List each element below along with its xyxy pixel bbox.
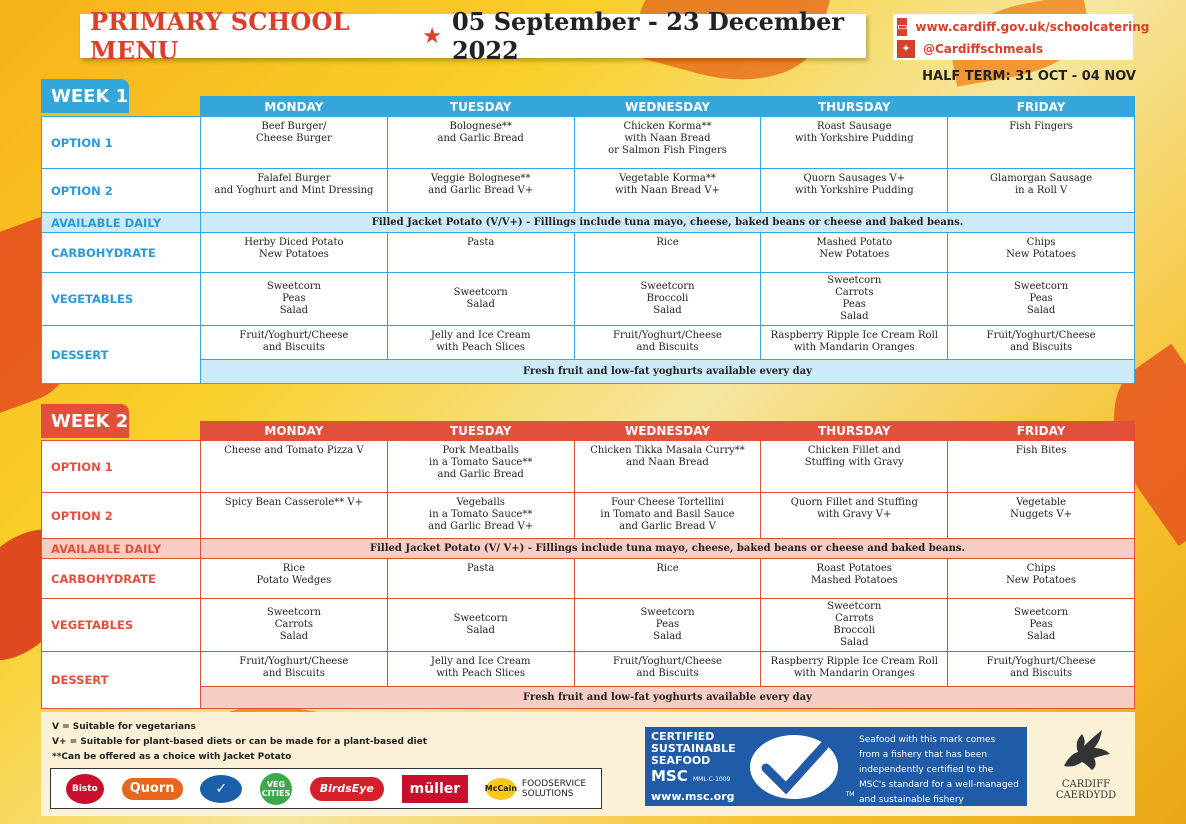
menu-cell: Pork Meatballs in a Tomato Sauce** and Garlic Bread (387, 441, 574, 493)
day-header: WEDNESDAY (574, 97, 761, 117)
msc-line: SEAFOOD (651, 754, 711, 767)
star-icon: ★ (422, 23, 442, 49)
menu-cell: Roast Potatoes Mashed Potatoes (761, 559, 948, 599)
row-label: OPTION 1 (42, 441, 201, 493)
msc-description: Seafood with this mark comes from a fishery that has been independently certified to the MSC's standard for a well-managed and sustainable fishery (859, 735, 1019, 805)
menu-cell: Sweetcorn Peas Salad (574, 599, 761, 652)
menu-cell: Four Cheese Tortellini in Tomato and Basil Sauce and Garlic Bread V (574, 493, 761, 539)
msc-tick-fish-icon (745, 727, 855, 806)
msc-line (651, 767, 739, 789)
row-label: OPTION 1 (42, 117, 201, 169)
dragon-icon (1056, 724, 1116, 774)
muller-logo: müller (402, 775, 469, 803)
veg-cities-logo: VEG CITIES (260, 773, 292, 805)
available-daily-text: Filled Jacket Potato (V/V+) - Fillings include tuna mayo, cheese, baked beans or cheese and baked beans. (201, 213, 1135, 233)
available-daily-row (42, 539, 1135, 559)
row-label: OPTION 2 (42, 169, 201, 213)
day-header: TUESDAY (387, 422, 574, 441)
day-header: THURSDAY (761, 97, 948, 117)
bisto-logo: Bisto (66, 774, 104, 804)
available-daily-row (42, 213, 1135, 233)
option1-row (42, 117, 1135, 169)
option2-row (42, 169, 1135, 213)
menu-cell: Fruit/Yoghurt/Cheese and Biscuits (201, 326, 388, 360)
menu-cell: Vegeballs in a Tomato Sauce** and Garlic Bread V+ (387, 493, 574, 539)
row-label: OPTION 2 (42, 493, 201, 539)
menu-cell: Vegetable Nuggets V+ (948, 493, 1135, 539)
cardiff-name: CARDIFF (1061, 779, 1111, 790)
footer (41, 712, 1135, 816)
fresh-fruit-text: Fresh fruit and low-fat yoghurts available every day (201, 687, 1135, 709)
option1-row (42, 441, 1135, 493)
menu-cell: Glamorgan Sausage in a Roll V (948, 169, 1135, 213)
menu-cell: Spicy Bean Casserole** V+ (201, 493, 388, 539)
caerdydd-name: CAERDYDD (1055, 790, 1117, 801)
twitter-handle[interactable]: @Cardiffschmeals (923, 41, 1044, 56)
menu-cell: Fruit/Yoghurt/Cheese and Biscuits (948, 326, 1135, 360)
week-1-tab: WEEK 1 (41, 79, 129, 113)
page-title: PRIMARY SCHOOL MENU (90, 7, 350, 65)
menu-cell: Beef Burger/ Cheese Burger (201, 117, 388, 169)
menu-cell: Fruit/Yoghurt/Cheese and Biscuits (574, 326, 761, 360)
menu-cell: Rice (574, 233, 761, 273)
menu-cell: Sweetcorn Carrots Salad (201, 599, 388, 652)
menu-cell: Rice (574, 559, 761, 599)
row-label: CARBOHYDRATE (42, 233, 201, 273)
twitter-icon: ✦ (897, 40, 915, 58)
menu-cell: Raspberry Ripple Ice Cream Roll with Mandarin Oranges (761, 326, 948, 360)
day-header: FRIDAY (948, 97, 1135, 117)
day-header: TUESDAY (387, 97, 574, 117)
vegetables-row (42, 599, 1135, 652)
menu-cell: Sweetcorn Salad (387, 599, 574, 652)
week-2-table (41, 421, 1135, 709)
msc-certification-box (645, 727, 1027, 806)
row-label: DESSERT (42, 652, 201, 709)
msc-code: MML-C-1009 (692, 776, 731, 783)
day-header: MONDAY (201, 97, 388, 117)
vegetables-row (42, 273, 1135, 326)
menu-cell: Quorn Sausages V+ with Yorkshire Pudding (761, 169, 948, 213)
week-1-section (41, 79, 1135, 385)
menu-cell: Sweetcorn Broccoli Salad (574, 273, 761, 326)
dessert-row (42, 652, 1135, 687)
day-header-row (42, 422, 1135, 441)
msc-line: SUSTAINABLE (651, 742, 736, 755)
msc-fish-logo: ✓ (200, 775, 242, 803)
fresh-fruit-row (42, 687, 1135, 709)
row-label: CARBOHYDRATE (42, 559, 201, 599)
menu-cell: Quorn Fillet and Stuffing with Gravy V+ (761, 493, 948, 539)
menu-cell: Vegetable Korma** with Naan Bread V+ (574, 169, 761, 213)
twitter-row[interactable] (893, 39, 1133, 58)
row-label: VEGETABLES (42, 273, 201, 326)
menu-cell: Fruit/Yoghurt/Cheese and Biscuits (574, 652, 761, 687)
brand-logos (50, 768, 602, 809)
msc-acronym: MSC (651, 767, 688, 785)
menu-cell: Falafel Burger and Yoghurt and Mint Dressing (201, 169, 388, 213)
week-1-table (41, 96, 1135, 384)
header-corner (42, 97, 201, 117)
fresh-fruit-text: Fresh fruit and low-fat yoghurts available every day (201, 360, 1135, 384)
menu-cell: Jelly and Ice Cream with Peach Slices (387, 652, 574, 687)
header-corner (42, 422, 201, 441)
menu-cell: Sweetcorn Carrots Peas Salad (761, 273, 948, 326)
menu-cell: Pasta (387, 559, 574, 599)
title-banner (80, 7, 866, 65)
dessert-row (42, 326, 1135, 360)
menu-cell: Rice Potato Wedges (201, 559, 388, 599)
menu-cell: Chips New Potatoes (948, 233, 1135, 273)
website-row[interactable] (893, 17, 1150, 36)
msc-tm: TM (845, 791, 855, 798)
half-term-notice: HALF TERM: 31 OCT - 04 NOV (922, 69, 1136, 84)
msc-url: www.msc.org (651, 790, 735, 803)
laptop-icon: ▭ (897, 18, 907, 36)
menu-cell: Chicken Fillet and Stuffing with Gravy (761, 441, 948, 493)
row-label: AVAILABLE DAILY (42, 213, 201, 233)
menu-cell: Veggie Bolognese** and Garlic Bread V+ (387, 169, 574, 213)
row-label: VEGETABLES (42, 599, 201, 652)
contact-box (893, 14, 1150, 60)
available-daily-text: Filled Jacket Potato (V/ V+) - Fillings include tuna mayo, cheese, baked beans or cheese and baked beans. (201, 539, 1135, 559)
carbohydrate-row (42, 559, 1135, 599)
menu-cell: Bolognese** and Garlic Bread (387, 117, 574, 169)
menu-cell: Sweetcorn Peas Salad (948, 599, 1135, 652)
term-dates: 05 September - 23 December 2022 (451, 7, 844, 65)
menu-cell: Mashed Potato New Potatoes (761, 233, 948, 273)
row-label: DESSERT (42, 326, 201, 384)
menu-cell: Jelly and Ice Cream with Peach Slices (387, 326, 574, 360)
website-link[interactable]: www.cardiff.gov.uk/schoolcatering (915, 19, 1150, 34)
menu-cell: Raspberry Ripple Ice Cream Roll with Mandarin Oranges (761, 652, 948, 687)
menu-cell: Pasta (387, 233, 574, 273)
menu-cell: Sweetcorn Peas Salad (201, 273, 388, 326)
dietary-notes (52, 720, 427, 765)
menu-cell: Cheese and Tomato Pizza V (201, 441, 388, 493)
menu-cell: Fish Bites (948, 441, 1135, 493)
menu-cell: Sweetcorn Salad (387, 273, 574, 326)
option2-row (42, 493, 1135, 539)
menu-cell: Roast Sausage with Yorkshire Pudding (761, 117, 948, 169)
carbohydrate-row (42, 233, 1135, 273)
menu-cell: Chips New Potatoes (948, 559, 1135, 599)
msc-line: CERTIFIED (651, 730, 715, 743)
day-header: MONDAY (201, 422, 388, 441)
mccain-tagline: FOODSERVICE SOLUTIONS (521, 778, 587, 799)
menu-cell: Fruit/Yoghurt/Cheese and Biscuits (948, 652, 1135, 687)
birdseye-logo: BirdsEye (310, 777, 384, 801)
menu-cell: Fruit/Yoghurt/Cheese and Biscuits (201, 652, 388, 687)
note-vegetarian: V = Suitable for vegetarians (52, 722, 196, 732)
menu-cell: Sweetcorn Peas Salad (948, 273, 1135, 326)
row-label: AVAILABLE DAILY (42, 539, 201, 559)
fresh-fruit-row (42, 360, 1135, 384)
mccain-badge: McCain (486, 778, 516, 800)
week-2-tab: WEEK 2 (41, 404, 129, 438)
week-2-section (41, 404, 1135, 710)
day-header: FRIDAY (948, 422, 1135, 441)
day-header: THURSDAY (761, 422, 948, 441)
note-jacket-potato: **Can be offered as a choice with Jacket Potato (52, 752, 292, 762)
menu-cell: Fish Fingers (948, 117, 1135, 169)
note-plant-based: V+ = Suitable for plant-based diets or can be made for a plant-based diet (52, 737, 428, 747)
msc-label (645, 727, 745, 806)
day-header-row (42, 97, 1135, 117)
menu-cell: Sweetcorn Carrots Broccoli Salad (761, 599, 948, 652)
quorn-logo: Quorn (122, 778, 183, 800)
menu-cell: Chicken Tikka Masala Curry** and Naan Bread (574, 441, 761, 493)
menu-cell: Chicken Korma** with Naan Bread or Salmon Fish Fingers (574, 117, 761, 169)
cardiff-council-logo (1045, 724, 1127, 806)
day-header: WEDNESDAY (574, 422, 761, 441)
mccain-logo (486, 775, 586, 803)
menu-cell: Herby Diced Potato New Potatoes (201, 233, 388, 273)
